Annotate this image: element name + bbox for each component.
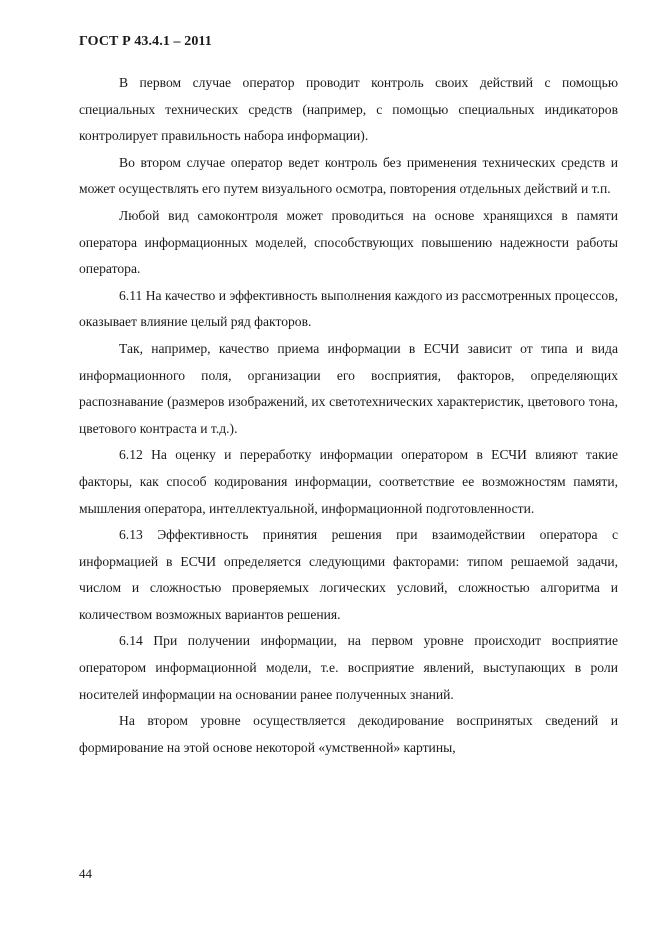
document-body [79, 70, 618, 761]
paragraph-second-level: На втором уровне осуществляется декодирование воспринятых сведений и формирование на этой основе некоторой «умственной» картины, [79, 713, 618, 755]
paragraph-6-14: 6.14 При получении информации, на первом уровне происходит восприятие оператором информационной модели, т.е. восприятие явлений, выступающих в роли носителей информации на основании ранее полученных знаний. [79, 633, 618, 702]
standard-header: ГОСТ Р 43.4.1 – 2011 [79, 34, 212, 49]
page-number: 44 [79, 866, 92, 881]
paragraph-self-control-visual: Во втором случае оператор ведет контроль без применения технических средств и может осуществлять его путем визуального осмотра, повторения отдельных действий и т.п. [79, 154, 618, 197]
paragraph-6-12: 6.12 На оценку и переработку информации оператором в ЕСЧИ влияют такие факторы, как способ кодирования информации, соответствие ее возможностям памяти, мышления оператора, интеллектуальной, информационной подготовленности. [79, 447, 618, 516]
paragraph-6-11: 6.11 На качество и эффективность выполнения каждого из рассмотренных процессов, оказывает влияние целый ряд факторов. [79, 287, 618, 330]
paragraph-reception-quality: Так, например, качество приема информации в ЕСЧИ зависит от типа и вида информационного поля, организации его восприятия, факторов, определяющих распознавание (размеров изображений, их светотехнических характеристик, цветового тона, цветового контраста и т.д.). [79, 340, 618, 436]
paragraph-self-control-models: Любой вид самоконтроля может проводиться на основе хранящихся в памяти оператора информационных моделей, способствующих повышению надежности работы оператора. [79, 207, 618, 277]
paragraph-self-control-tech: В первом случае оператор проводит контроль своих действий с помощью специальных технических средств (например, с помощью специальных индикаторов контролирует правильность набора информации). [79, 75, 618, 144]
paragraph-6-13: 6.13 Эффективность принятия решения при взаимодействии оператора с информацией в ЕСЧИ определяется следующими факторами: типом решаемой задачи, числом и сложностью проверяемых логических условий, сложностью алгоритма и количеством возможных вариантов решения. [79, 527, 618, 622]
